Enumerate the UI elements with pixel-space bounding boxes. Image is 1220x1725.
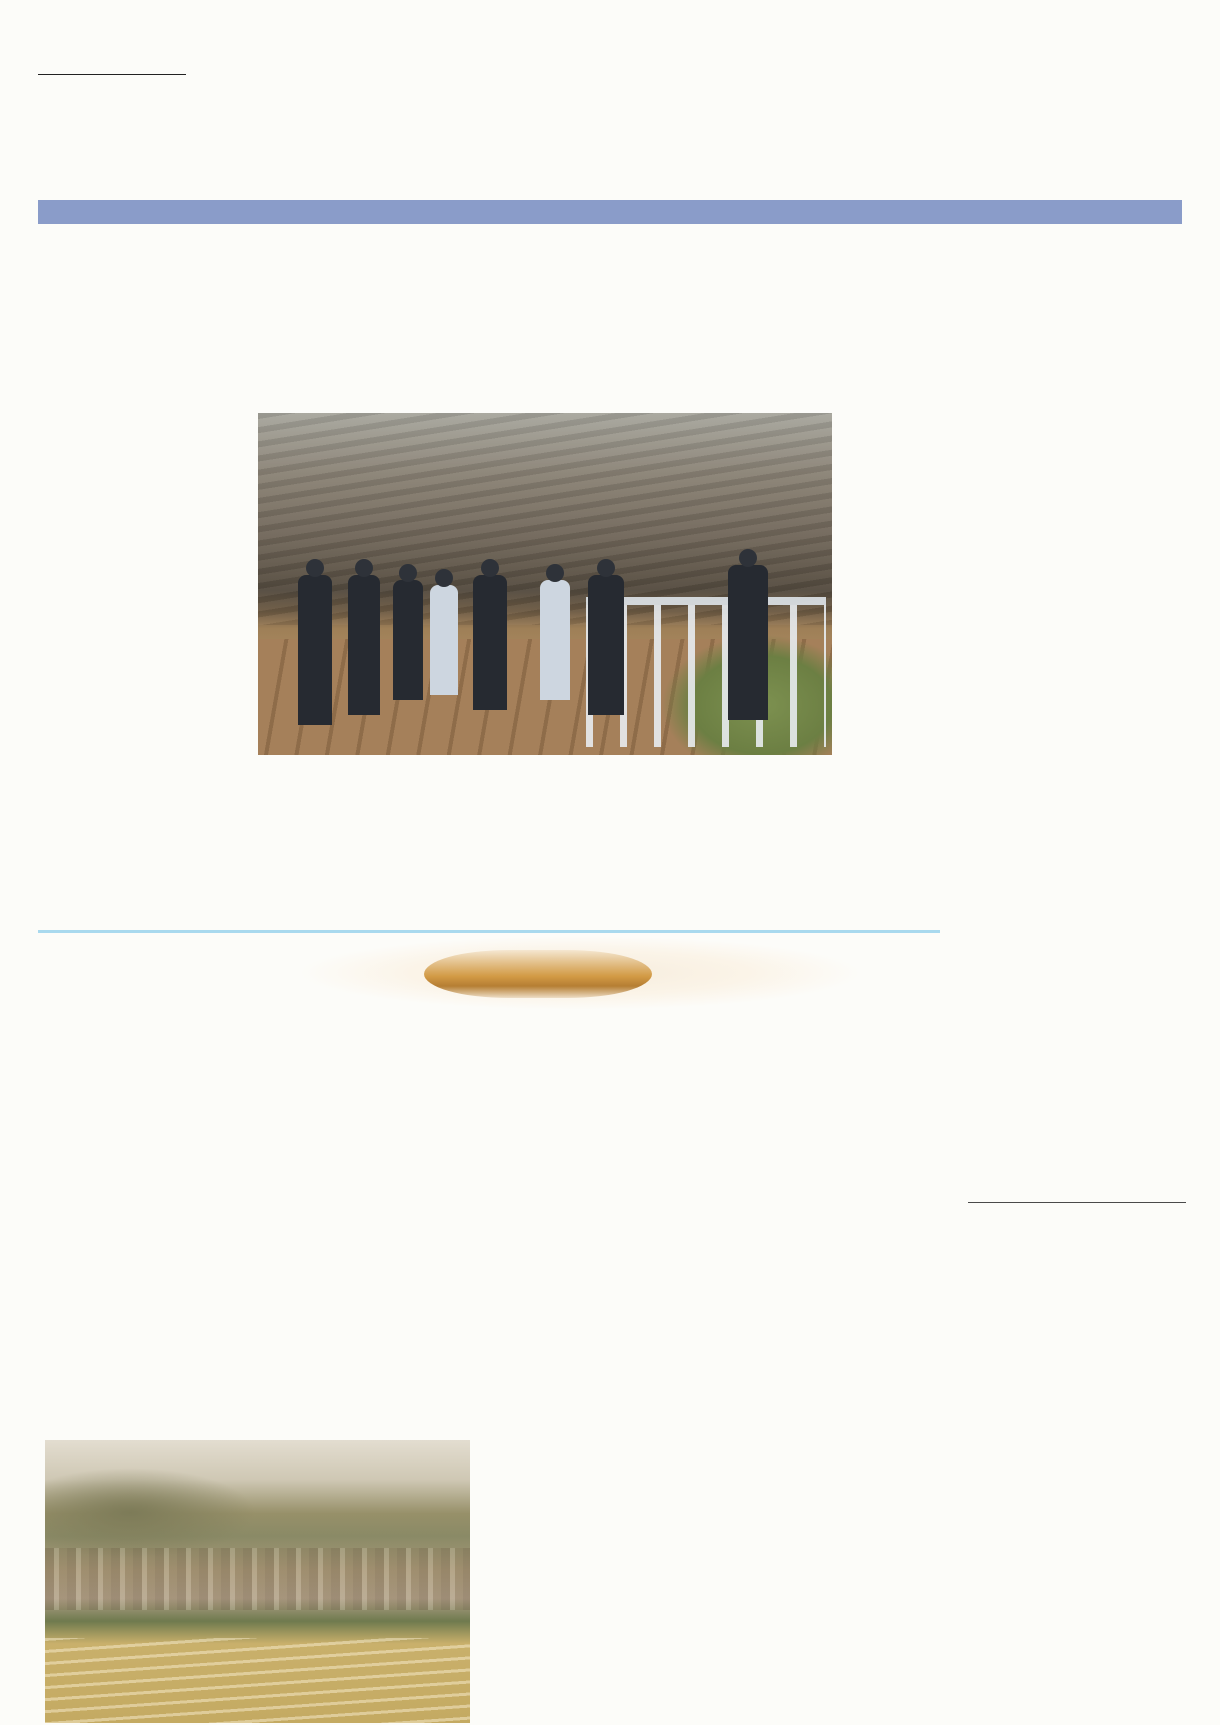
luliang-col3 (490, 1128, 704, 1137)
official-figure (430, 585, 458, 695)
lead-body-columns (258, 772, 936, 932)
official-figure (393, 580, 423, 700)
hill (45, 1468, 255, 1558)
official-figure (728, 565, 768, 720)
luliang-photo-river-village (45, 1440, 470, 1723)
official-figure (348, 575, 380, 715)
paragraph (962, 262, 1100, 276)
official-figure (473, 575, 507, 710)
official-figure (540, 580, 570, 700)
sidebar-divider (968, 1202, 1186, 1203)
date-line (38, 22, 186, 44)
sidebar1-narrow-col (962, 262, 1100, 276)
luliang-col1 (45, 1128, 256, 1137)
official-figure (298, 575, 332, 725)
editor-line (38, 44, 186, 66)
header-meta (38, 22, 186, 75)
village-buildings (45, 1548, 470, 1610)
lead-body-col1 (45, 408, 256, 423)
lead-photo-coal-mine (258, 413, 832, 755)
sidebar1-wide-col (962, 818, 1186, 824)
section-divider (38, 930, 940, 933)
sidebar2-body (962, 1321, 1186, 1341)
paragraph (962, 1321, 1186, 1335)
official-figure (588, 575, 624, 715)
river-ripples (45, 1638, 470, 1723)
series-banner (424, 950, 652, 998)
lead-paragraph (45, 408, 256, 423)
info-bar (38, 200, 1182, 224)
